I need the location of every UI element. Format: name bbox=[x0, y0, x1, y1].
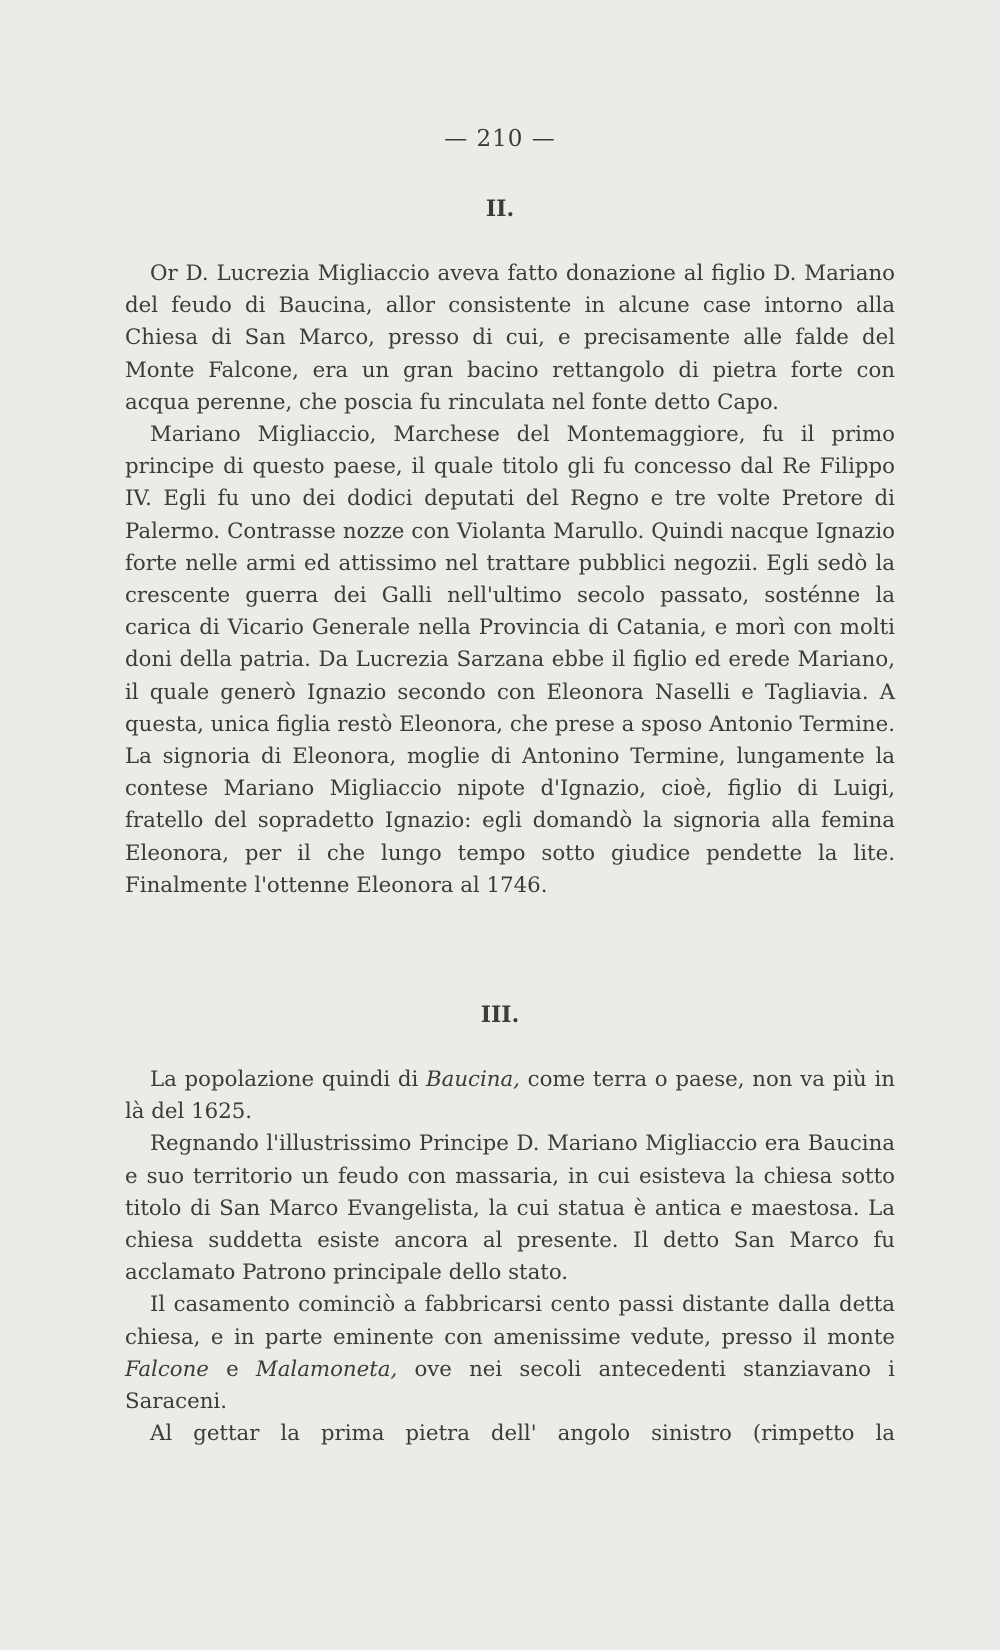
section-2-body bbox=[125, 258, 895, 902]
section-heading-3: III. bbox=[480, 1002, 520, 1028]
paragraph: Mariano Migliaccio, Marchese del Montemaggiore, fu il primo principe di questo paese, il quale titolo gli fu concesso dal Re Filippo IV. Egli fu uno dei dodici deputati del Regno e tre volte Pretore di Palermo. Contrasse nozze con Violanta Marullo. Quindi nacque Ignazio forte nelle armi ed attissimo nel trattare pubblici negozii. Egli sedò la crescente guerra dei Galli nell'ultimo secolo passato, sosténne la carica di Vicario Generale nella Provincia di Catania, e morì con molti doni della patria. Da Lucrezia Sarzana ebbe il figlio ed erede Mariano, il quale generò Ignazio secondo con Eleonora Naselli e Tagliavia. A questa, unica figlia restò Eleonora, che prese a sposo Antonio Termine. La signoria di Eleonora, moglie di Antonino Termine, lungamente la contese Mariano Migliaccio nipote d'Ignazio, cioè, figlio di Luigi, fratello del sopradetto Ignazio: egli domandò la signoria alla femina Eleonora, per il che lungo tempo sotto giudice pendette la lite. Finalmente l'ottenne Eleonora al 1746. bbox=[125, 422, 895, 898]
paragraph: Or D. Lucrezia Migliaccio aveva fatto donazione al figlio D. Mariano del feudo di Baucina, allor consistente in alcune case intorno alla Chiesa di San Marco, presso di cui, e precisamente alle falde del Monte Falcone, era un gran bacino rettangolo di pietra forte con acqua perenne, che poscia fu rinculata nel fonte detto Capo. bbox=[125, 261, 895, 415]
paragraph: Regnando l'illustrissimo Principe D. Mariano Migliaccio era Baucina e suo territorio un feudo con massaria, in cui esisteva la chiesa sotto titolo di San Marco Evangelista, la cui statua è antica e maestosa. La chiesa suddetta esiste ancora al presente. Il detto San Marco fu acclamato Patrono principale dello stato. bbox=[125, 1131, 895, 1286]
place-name-italic: Malamoneta, bbox=[255, 1356, 398, 1382]
paragraph: Il casamento cominciò a fabbricarsi cento passi distante dalla detta chiesa, e in parte eminente con amenissime vedute, presso il monte Falcone e Malamoneta, ove nei secoli antecedenti stanziavano i Saraceni. bbox=[125, 1292, 895, 1415]
section-3-body bbox=[125, 1064, 895, 1450]
paragraph: Al gettar la prima pietra dell' angolo sinistro (rimpetto la bbox=[150, 1421, 895, 1447]
paragraph: La popolazione quindi di Baucina, come terra o paese, non va più in là del 1625. bbox=[125, 1067, 895, 1125]
section-heading-2: II. bbox=[485, 196, 515, 222]
place-name-italic: Falcone bbox=[125, 1356, 209, 1382]
place-name-italic: Baucina, bbox=[425, 1067, 520, 1092]
page-number: — 210 — bbox=[444, 126, 556, 152]
